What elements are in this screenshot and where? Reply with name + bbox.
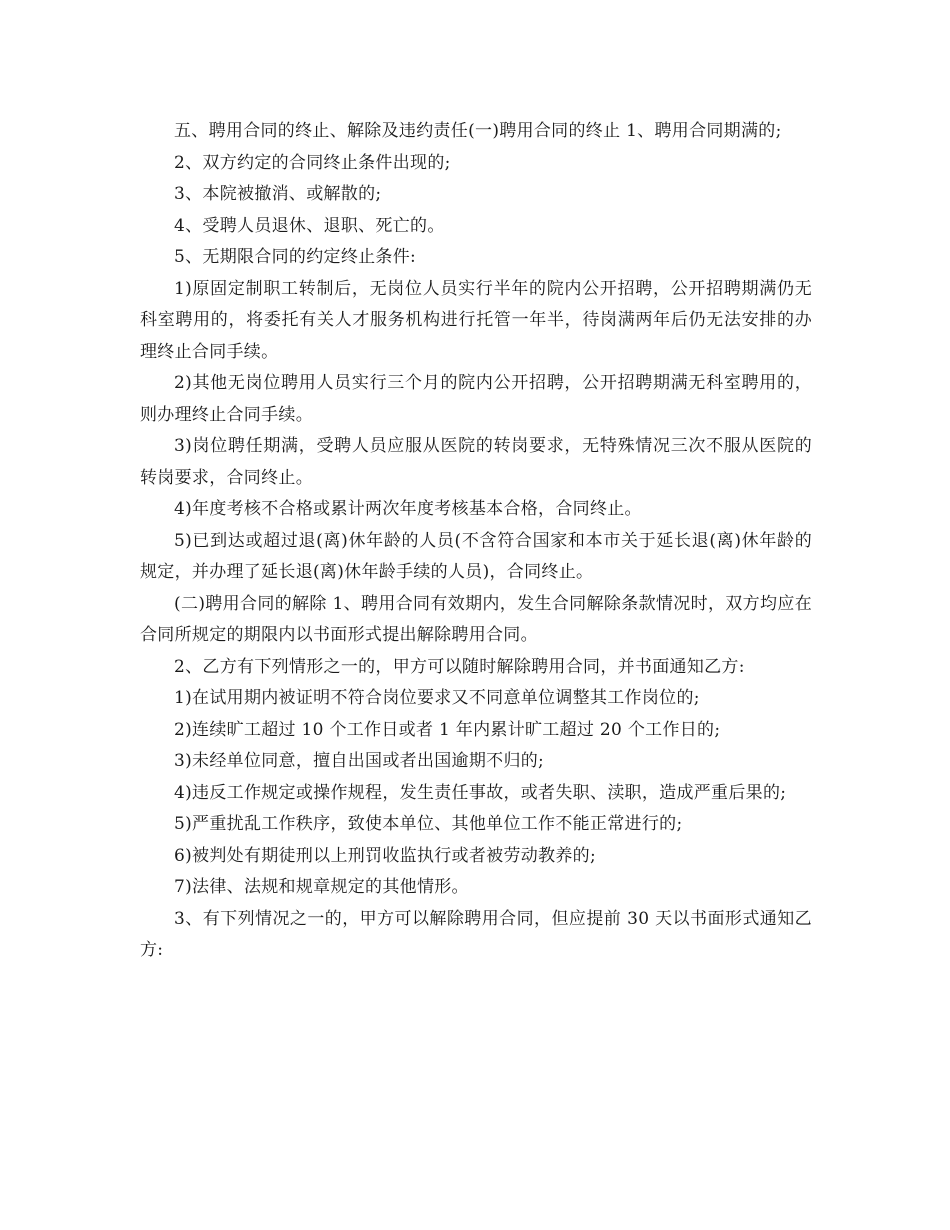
paragraph-termination-4: 4、受聘人员退休、退职、死亡的。 [174, 215, 445, 236]
document-page [140, 116, 812, 967]
paragraph-dissolution-2: 2、乙方有下列情形之一的，甲方可以随时解除聘用合同，并书面通知乙方: [174, 656, 745, 677]
paragraph-section-five-title: 五、聘用合同的终止、解除及违约责任(一)聘用合同的终止 1、聘用合同期满的; [174, 121, 782, 141]
paragraph-case-3: 3)未经单位同意，擅自出国或者出国逾期不归的; [174, 751, 545, 771]
paragraph-case-1: 1)在试用期内被证明不符合岗位要求又不同意单位调整其工作岗位的; [174, 688, 700, 708]
paragraph-dissolution-1: (二)聘用合同的解除 1、聘用合同有效期内，发生合同解除条款情况时，双方均应在合同所规定的期限内以书面形式提出解除聘用合同。 [140, 593, 812, 645]
paragraph-termination-3: 3、本院被撤消、或解散的; [174, 184, 382, 204]
paragraph-case-4: 4)违反工作规定或操作规程，发生责任事故，或者失职、渎职，造成严重后果的; [174, 782, 787, 803]
paragraph-dissolution-3: 3、有下列情况之一的，甲方可以解除聘用合同，但应提前 30 天以书面形式通知乙方: [140, 908, 812, 960]
paragraph-condition-5: 5)已到达或超过退(离)休年龄的人员(不含符合国家和本市关于延长退(离)休年龄的规定，并办理了延长退(离)休年龄手续的人员)，合同终止。 [140, 530, 812, 582]
paragraph-case-5: 5)严重扰乱工作秩序，致使本单位、其他单位工作不能正常进行的; [174, 814, 683, 834]
paragraph-termination-5: 5、无期限合同的约定终止条件: [174, 247, 417, 267]
paragraph-case-2: 2)连续旷工超过 10 个工作日或者 1 年内累计旷工超过 20 个工作日的; [174, 719, 721, 740]
paragraph-case-7: 7)法律、法规和规章规定的其他情形。 [174, 877, 469, 897]
paragraph-case-6: 6)被判处有期徒刑以上刑罚收监执行或者被劳动教养的; [174, 845, 596, 866]
paragraph-termination-2: 2、双方约定的合同终止条件出现的; [174, 152, 451, 173]
paragraph-condition-2: 2)其他无岗位聘用人员实行三个月的院内公开招聘，公开招聘期满无科室聘用的，则办理终止合同手续。 [140, 373, 812, 425]
paragraph-condition-3: 3)岗位聘任期满，受聘人员应服从医院的转岗要求，无特殊情况三次不服从医院的转岗要求，合同终止。 [140, 436, 812, 488]
paragraph-condition-1: 1)原固定制职工转制后，无岗位人员实行半年的院内公开招聘，公开招聘期满仍无科室聘用的，将委托有关人才服务机构进行托管一年半，待岗满两年后仍无法安排的办理终止合同手续。 [140, 278, 812, 362]
paragraph-condition-4: 4)年度考核不合格或累计两次年度考核基本合格，合同终止。 [174, 499, 642, 519]
